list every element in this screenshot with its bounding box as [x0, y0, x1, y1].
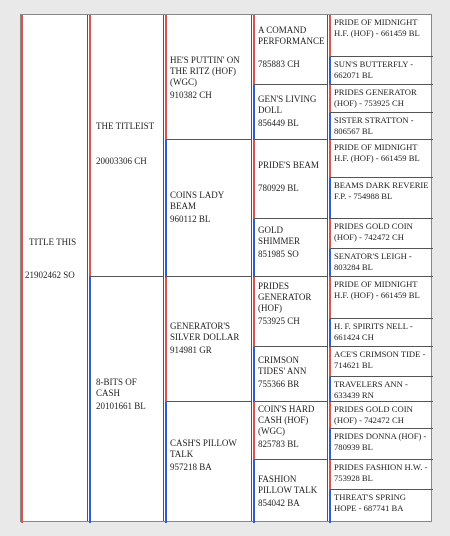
gen5-text-8: SENATOR'S LEIGH - 803284 BL	[334, 251, 412, 272]
gen5-text-6: BEAMS DARK REVERIE F.P. - 754988 BL	[334, 180, 429, 201]
gen4-horse-1	[253, 15, 327, 85]
gen4-reg-4: 851985 SO	[258, 249, 299, 259]
gen5-text-3: PRIDES GENERATOR (HOF) - 753925 CH	[334, 87, 417, 108]
gen3-name-2: COINS LADY BEAM	[170, 190, 224, 211]
gen4-horse-3	[253, 140, 327, 219]
gen4-horse-6	[253, 347, 327, 402]
gen5-horse-13	[329, 402, 433, 429]
gen5-horse-15	[329, 460, 433, 490]
gen5-horse-7	[329, 219, 433, 249]
gen2-dam-reg: 20101661 BL	[96, 401, 146, 411]
gen3-reg-3: 914981 GR	[170, 345, 212, 355]
gen1-horse	[21, 15, 87, 523]
gen4-reg-7: 825783 BL	[258, 439, 299, 449]
gen4-horse-8	[253, 460, 327, 523]
gen5-text-13: PRIDES GOLD COIN (HOF) - 742472 CH	[334, 404, 413, 425]
gen5-horse-14	[329, 429, 433, 460]
gen3-horse-1	[165, 15, 251, 140]
gen5-horse-3	[329, 85, 433, 113]
gen5-text-5: PRIDE OF MIDNIGHT H.F. (HOF) - 661459 BL	[334, 142, 420, 163]
gen4-reg-1: 785883 CH	[258, 59, 300, 69]
gen5-text-1: PRIDE OF MIDNIGHT H.F. (HOF) - 661459 BL	[334, 17, 420, 38]
gen3-reg-4: 957218 BA	[170, 462, 212, 472]
gen5-horse-8	[329, 249, 433, 277]
gen4-horse-7	[253, 402, 327, 460]
gen5-text-15: PRIDES FASHION H.W. - 753928 BL	[334, 462, 428, 483]
gen2-sire	[89, 15, 163, 277]
column-divider	[251, 15, 252, 521]
gen5-text-9: PRIDE OF MIDNIGHT H.F. (HOF) - 661459 BL	[334, 279, 420, 300]
gen5-text-10: H. F. SPIRITS NELL - 661424 CH	[334, 321, 413, 342]
gen4-name-1: A COMAND PERFORMANCE	[258, 25, 325, 46]
gen4-reg-8: 854042 BA	[258, 498, 300, 508]
gen5-text-16: THREAT'S SPRING HOPE - 687741 BA	[334, 492, 406, 513]
gen5-horse-10	[329, 319, 433, 347]
column-divider	[87, 15, 88, 521]
gen3-horse-3	[165, 277, 251, 402]
gen5-horse-1	[329, 15, 433, 57]
gen3-reg-1: 910382 CH	[170, 90, 212, 100]
gen5-text-14: PRIDES DONNA (HOF) - 780939 BL	[334, 431, 427, 452]
gen5-horse-4	[329, 113, 433, 140]
gen4-horse-2	[253, 85, 327, 140]
column-divider	[327, 15, 328, 521]
gen5-horse-5	[329, 140, 433, 178]
gen4-name-8: FASHION PILLOW TALK	[258, 474, 318, 495]
gen3-horse-2	[165, 140, 251, 277]
gen2-sire-name: THE TITLEIST	[96, 121, 155, 131]
gen2-dam	[89, 277, 163, 523]
gen1-name: TITLE THIS	[29, 237, 77, 247]
gen4-reg-2: 856449 BL	[258, 118, 299, 128]
gen5-horse-9	[329, 277, 433, 319]
gen5-horse-11	[329, 347, 433, 377]
pedigree-chart	[20, 14, 432, 522]
gen4-name-7: COIN'S HARD CASH (HOF) (WGC)	[258, 404, 315, 436]
gen4-name-5: PRIDES GENERATOR (HOF)	[258, 281, 312, 313]
gen4-reg-5: 753925 CH	[258, 316, 300, 326]
gen5-text-2: SUN'S BUTTERFLY - 662071 BL	[334, 59, 414, 80]
gen3-name-4: CASH'S PILLOW TALK	[170, 438, 237, 459]
gen3-horse-4	[165, 402, 251, 523]
gen5-text-11: ACE'S CRIMSON TIDE - 714621 BL	[334, 349, 426, 370]
gen4-name-6: CRIMSON TIDES' ANN	[258, 355, 307, 376]
gen4-name-2: GEN'S LIVING DOLL	[258, 94, 317, 115]
gen3-name-1: HE'S PUTTIN' ON THE RITZ (HOF) (WGC)	[170, 55, 240, 87]
gen4-horse-5	[253, 277, 327, 347]
gen1-reg: 21902462 SO	[25, 270, 75, 280]
gen3-reg-2: 960112 BL	[170, 214, 211, 224]
gen3-name-3: GENERATOR'S SILVER DOLLAR	[170, 321, 240, 342]
gen4-reg-3: 780929 BL	[258, 183, 299, 193]
gen4-reg-6: 755366 BR	[258, 379, 300, 389]
gen2-sire-reg: 20003306 CH	[96, 156, 147, 166]
gen5-text-12: TRAVELERS ANN - 633439 RN	[334, 379, 408, 400]
gen5-horse-16	[329, 490, 433, 523]
column-divider	[163, 15, 164, 521]
gen5-text-7: PRIDES GOLD COIN (HOF) - 742472 CH	[334, 221, 413, 242]
gen5-horse-2	[329, 57, 433, 85]
gen5-horse-6	[329, 178, 433, 219]
gen4-horse-4	[253, 219, 327, 277]
gen5-horse-12	[329, 377, 433, 402]
gen4-name-3: PRIDE'S BEAM	[258, 160, 319, 170]
gen2-dam-name: 8-BITS OF CASH	[96, 377, 137, 398]
gen5-text-4: SISTER STRATTON - 806567 BL	[334, 115, 414, 136]
gen4-name-4: GOLD SHIMMER	[258, 225, 301, 246]
